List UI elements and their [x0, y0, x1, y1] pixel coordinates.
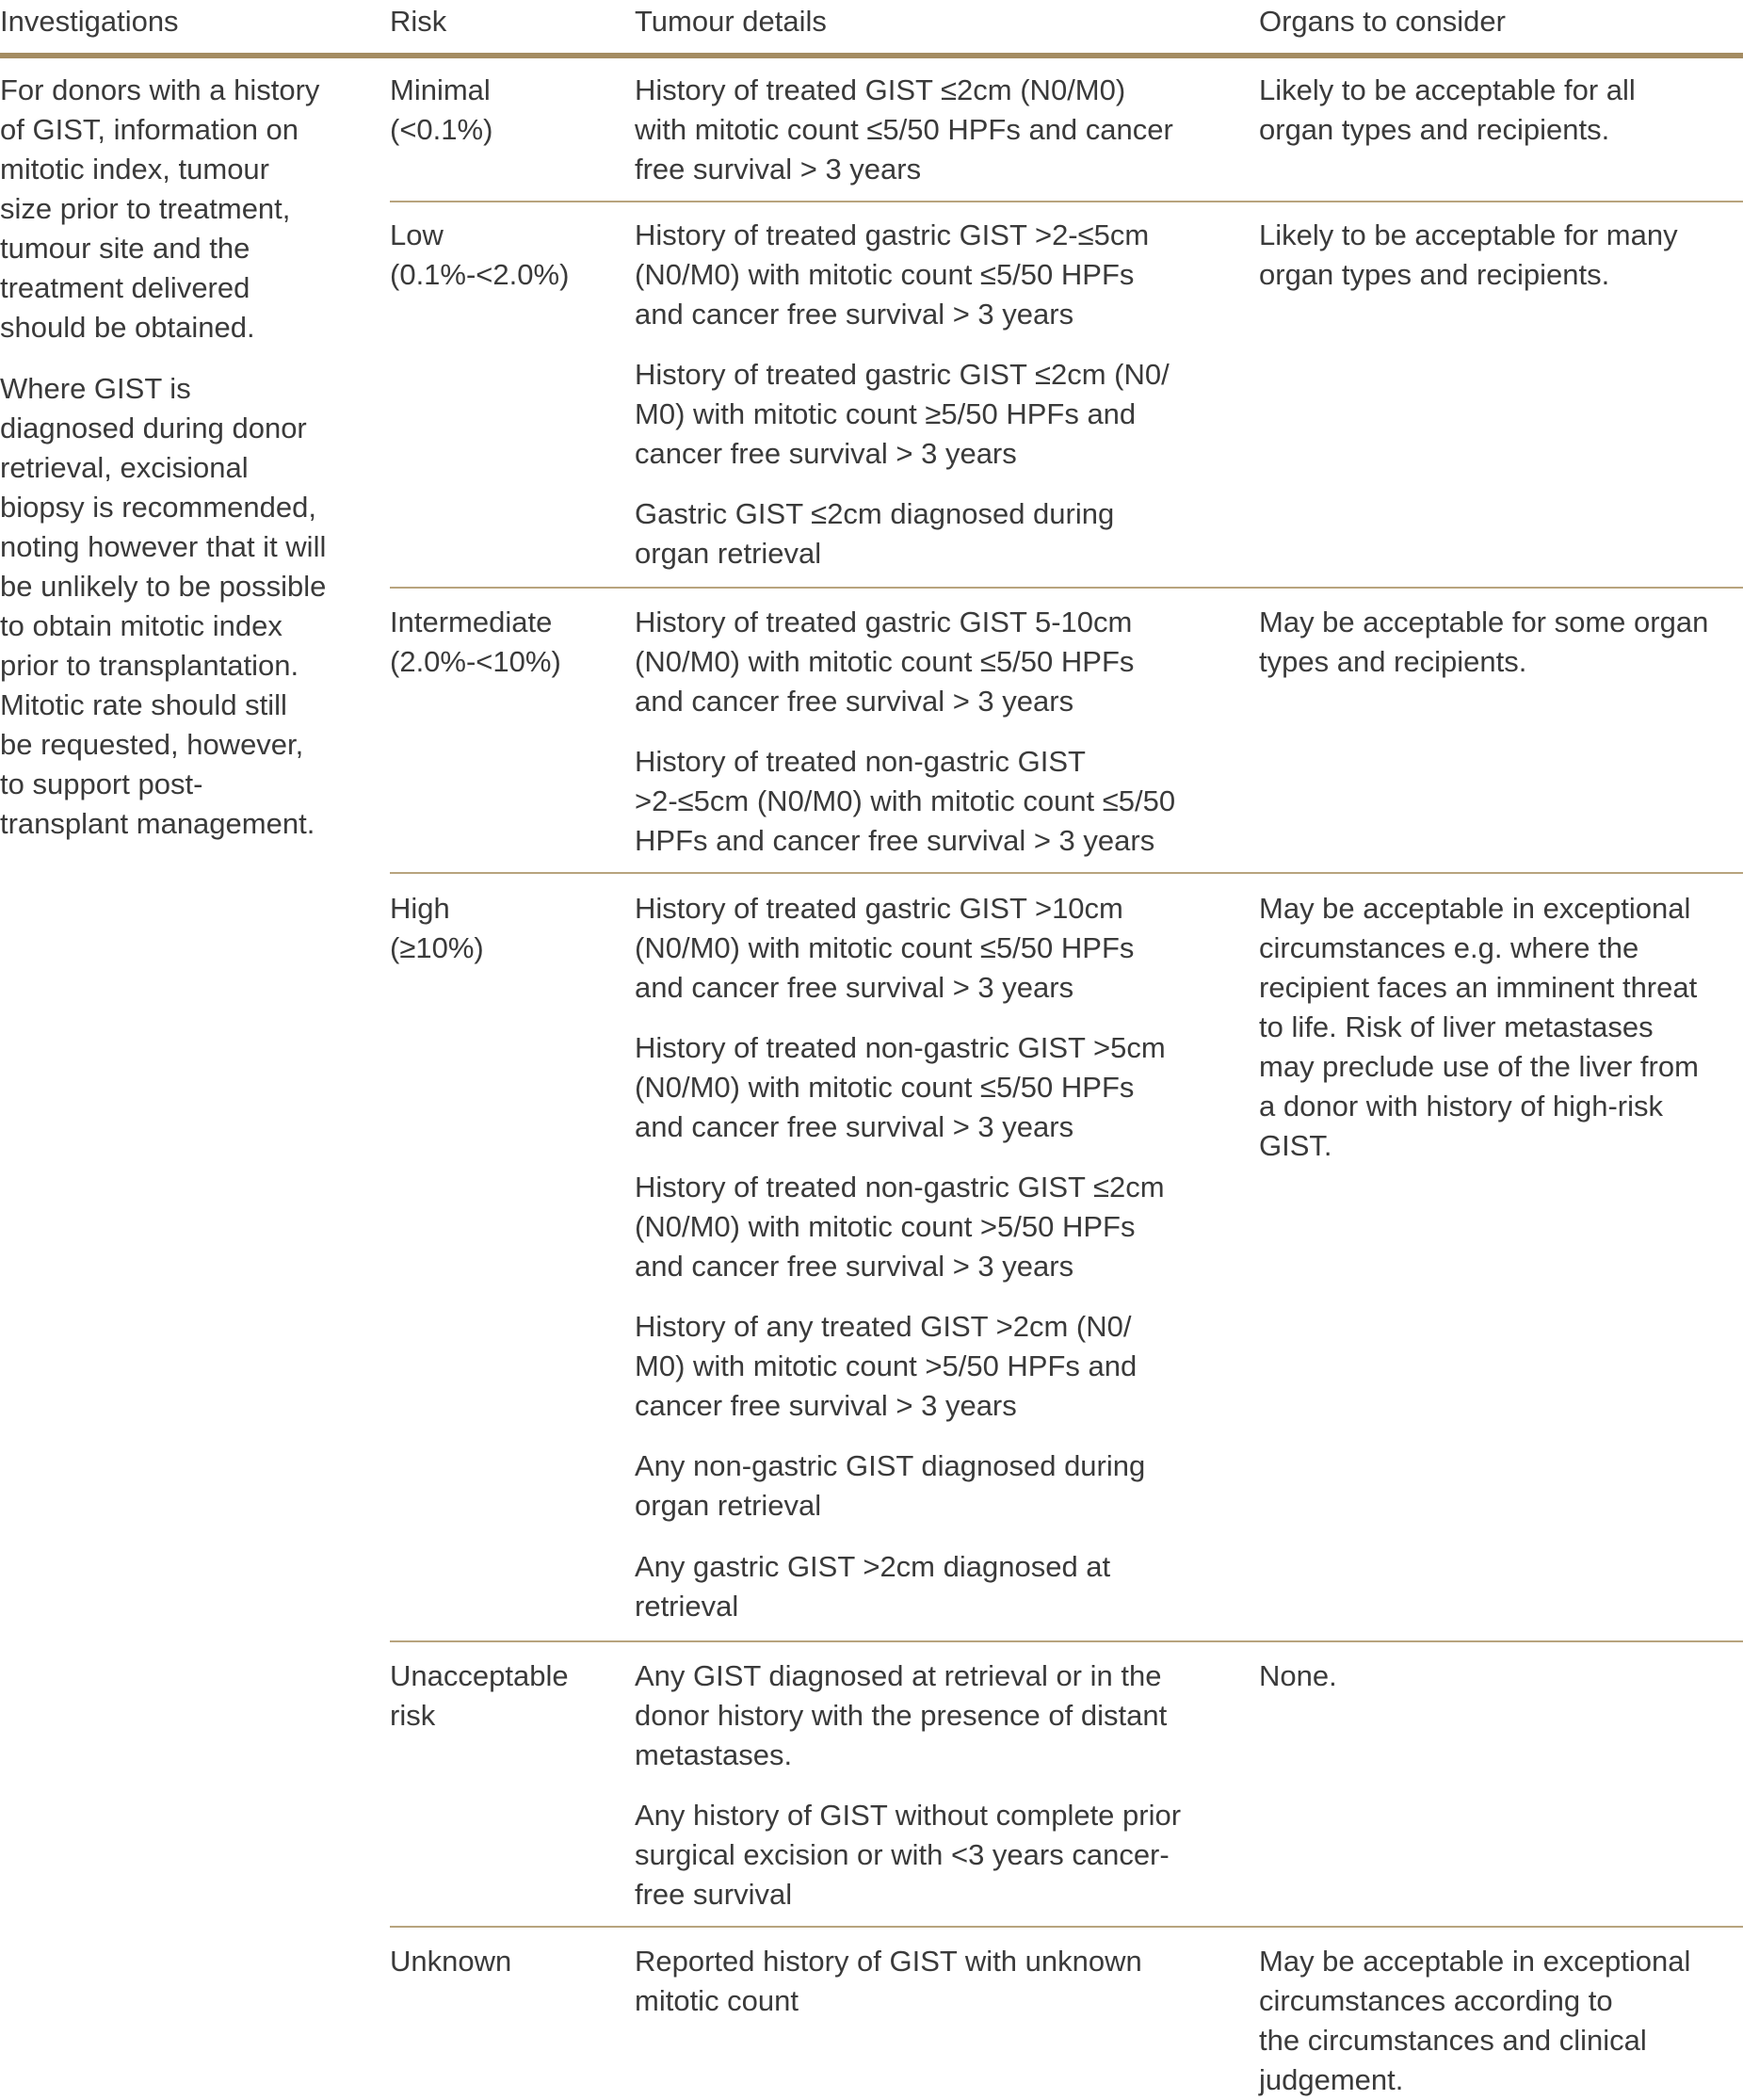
text-line: biopsy is recommended, — [0, 491, 316, 524]
text-line: of GIST, information on — [0, 113, 299, 146]
text-line: Any history of GIST without complete prior — [635, 1799, 1182, 1832]
text-line: treatment delivered — [0, 271, 250, 304]
text-line: May be acceptable in exceptional — [1259, 1945, 1691, 1978]
text-line: (N0/M0) with mitotic count ≤5/50 HPFs — [635, 258, 1135, 291]
row-divider — [390, 201, 1743, 202]
text-line: diagnosed during donor — [0, 412, 307, 444]
row-divider — [390, 587, 1743, 589]
text-line: HPFs and cancer free survival > 3 years — [635, 824, 1155, 857]
text-line: and cancer free survival > 3 years — [635, 685, 1074, 718]
text-line: to life. Risk of liver metastases — [1259, 1010, 1654, 1043]
text-line: retrieval — [635, 1590, 739, 1623]
text-line: and cancer free survival > 3 years — [635, 1110, 1074, 1143]
investigations-paragraph-1 — [0, 71, 319, 347]
text-line: organ retrieval — [635, 1489, 822, 1522]
text-line: Any GIST diagnosed at retrieval or in the — [635, 1659, 1162, 1692]
text-line: M0) with mitotic count >5/50 HPFs and — [635, 1349, 1138, 1382]
tumour-detail — [635, 1796, 1181, 1914]
text-line: History of treated GIST ≤2cm (N0/M0) — [635, 73, 1126, 106]
risk-level: High — [390, 892, 450, 925]
text-line: Reported history of GIST with unknown — [635, 1945, 1142, 1978]
tumour-detail — [635, 216, 1149, 334]
text-line: History of treated gastric GIST 5-10cm — [635, 606, 1133, 638]
text-line: prior to transplantation. — [0, 649, 299, 682]
text-line: and cancer free survival > 3 years — [635, 971, 1074, 1004]
risk-percent: (≥10%) — [390, 931, 484, 964]
text-line: metastases. — [635, 1738, 793, 1771]
text-line: types and recipients. — [1259, 645, 1527, 678]
header-investigations: Investigations — [0, 5, 179, 38]
row-divider — [390, 1926, 1743, 1928]
text-line: free survival — [635, 1878, 793, 1911]
header-organs: Organs to consider — [1259, 5, 1506, 38]
text-line: donor history with the presence of distant — [635, 1699, 1168, 1732]
header-tumour-details: Tumour details — [635, 5, 827, 38]
text-line: be requested, however, — [0, 728, 304, 761]
text-line: mitotic count — [635, 1984, 799, 2017]
text-line: History of any treated GIST >2cm (N0/ — [635, 1310, 1132, 1343]
text-line: retrieval, excisional — [0, 451, 249, 484]
text-line: GIST. — [1259, 1129, 1332, 1162]
text-line: Likely to be acceptable for many — [1259, 218, 1678, 251]
text-line: tumour site and the — [0, 232, 250, 265]
text-line: History of treated non-gastric GIST ≤2cm — [635, 1171, 1165, 1203]
text-line: Mitotic rate should still — [0, 688, 287, 721]
risk-intermediate — [390, 603, 561, 682]
text-line: Gastric GIST ≤2cm diagnosed during — [635, 497, 1115, 530]
text-line: size prior to treatment, — [0, 192, 291, 225]
text-line: cancer free survival > 3 years — [635, 437, 1017, 470]
text-line: with mitotic count ≤5/50 HPFs and cancer — [635, 113, 1173, 146]
text-line: should be obtained. — [0, 311, 255, 344]
risk-level: Intermediate — [390, 606, 553, 638]
text-line: Likely to be acceptable for all — [1259, 73, 1636, 106]
text-line: May be acceptable in exceptional — [1259, 892, 1691, 925]
risk-minimal — [390, 71, 492, 150]
text-line: the circumstances and clinical — [1259, 2024, 1647, 2057]
tumour-detail — [635, 494, 1114, 573]
organs-intermediate — [1259, 603, 1708, 682]
organs-low — [1259, 216, 1678, 295]
text-line: History of treated gastric GIST ≤2cm (N0/ — [635, 358, 1170, 391]
text-line: Any gastric GIST >2cm diagnosed at — [635, 1550, 1111, 1583]
risk-high — [390, 889, 484, 968]
text-line: to support post- — [0, 767, 203, 800]
text-line: None. — [1259, 1659, 1337, 1692]
tumour-detail — [635, 889, 1134, 1008]
tumour-detail — [635, 1446, 1145, 1526]
text-line: noting however that it will — [0, 530, 327, 563]
tumour-detail — [635, 1307, 1137, 1426]
text-line: >2-≤5cm (N0/M0) with mitotic count ≤5/50 — [635, 784, 1176, 817]
text-line: judgement. — [1259, 2063, 1404, 2096]
text-line: History of treated gastric GIST >2-≤5cm — [635, 218, 1150, 251]
organs-minimal — [1259, 71, 1636, 150]
tumour-detail — [635, 1168, 1165, 1286]
row-divider — [390, 872, 1743, 874]
text-line: For donors with a history — [0, 73, 320, 106]
text-line: and cancer free survival > 3 years — [635, 298, 1074, 331]
tumour-detail — [635, 603, 1134, 721]
risk-unknown — [390, 1942, 511, 1981]
text-line: (N0/M0) with mitotic count >5/50 HPFs — [635, 1210, 1136, 1243]
risk-level: Unacceptable — [390, 1659, 569, 1692]
risk-level: Low — [390, 218, 444, 251]
text-line: free survival > 3 years — [635, 153, 922, 186]
text-line: (N0/M0) with mitotic count ≤5/50 HPFs — [635, 931, 1135, 964]
tumour-detail — [635, 355, 1170, 474]
text-line: cancer free survival > 3 years — [635, 1389, 1017, 1422]
organs-unacceptable — [1259, 1656, 1337, 1696]
text-line: recipient faces an imminent threat — [1259, 971, 1698, 1004]
row-divider — [390, 1640, 1743, 1642]
text-line: a donor with history of high-risk — [1259, 1090, 1664, 1123]
text-line: M0) with mitotic count ≥5/50 HPFs and — [635, 397, 1137, 430]
risk-percent: (<0.1%) — [390, 113, 493, 146]
text-line: (N0/M0) with mitotic count ≤5/50 HPFs — [635, 645, 1135, 678]
text-line: May be acceptable for some organ — [1259, 606, 1709, 638]
text-line: organ types and recipients. — [1259, 113, 1610, 146]
text-line: mitotic index, tumour — [0, 153, 269, 186]
tumour-detail — [635, 71, 1173, 189]
text-line: organ retrieval — [635, 537, 822, 570]
risk-level: risk — [390, 1699, 436, 1732]
text-line: may preclude use of the liver from — [1259, 1050, 1699, 1083]
tumour-detail — [635, 1028, 1166, 1147]
risk-unacceptable — [390, 1656, 569, 1736]
risk-percent: (0.1%-<2.0%) — [390, 258, 570, 291]
risk-level: Unknown — [390, 1945, 512, 1978]
text-line: History of treated non-gastric GIST — [635, 745, 1086, 778]
text-line: circumstances according to — [1259, 1984, 1613, 2017]
text-line: circumstances e.g. where the — [1259, 931, 1639, 964]
text-line: transplant management. — [0, 807, 315, 840]
text-line: and cancer free survival > 3 years — [635, 1250, 1074, 1283]
risk-percent: (2.0%-<10%) — [390, 645, 561, 678]
tumour-detail — [635, 1547, 1110, 1626]
text-line: be unlikely to be possible — [0, 570, 327, 603]
tumour-detail — [635, 742, 1175, 861]
text-line: to obtain mitotic index — [0, 609, 282, 642]
text-line: organ types and recipients. — [1259, 258, 1610, 291]
organs-high — [1259, 889, 1699, 1166]
investigations-paragraph-2 — [0, 369, 326, 844]
text-line: History of treated non-gastric GIST >5cm — [635, 1031, 1166, 1064]
organs-unknown — [1259, 1942, 1690, 2100]
tumour-detail — [635, 1942, 1142, 2021]
text-line: History of treated gastric GIST >10cm — [635, 892, 1123, 925]
risk-low — [390, 216, 569, 295]
text-line: (N0/M0) with mitotic count ≤5/50 HPFs — [635, 1071, 1135, 1104]
tumour-detail — [635, 1656, 1167, 1775]
text-line: Any non-gastric GIST diagnosed during — [635, 1449, 1146, 1482]
header-rule — [0, 53, 1743, 58]
header-risk: Risk — [390, 5, 447, 38]
text-line: Where GIST is — [0, 372, 191, 405]
risk-level: Minimal — [390, 73, 491, 106]
text-line: surgical excision or with <3 years cancer- — [635, 1838, 1170, 1871]
